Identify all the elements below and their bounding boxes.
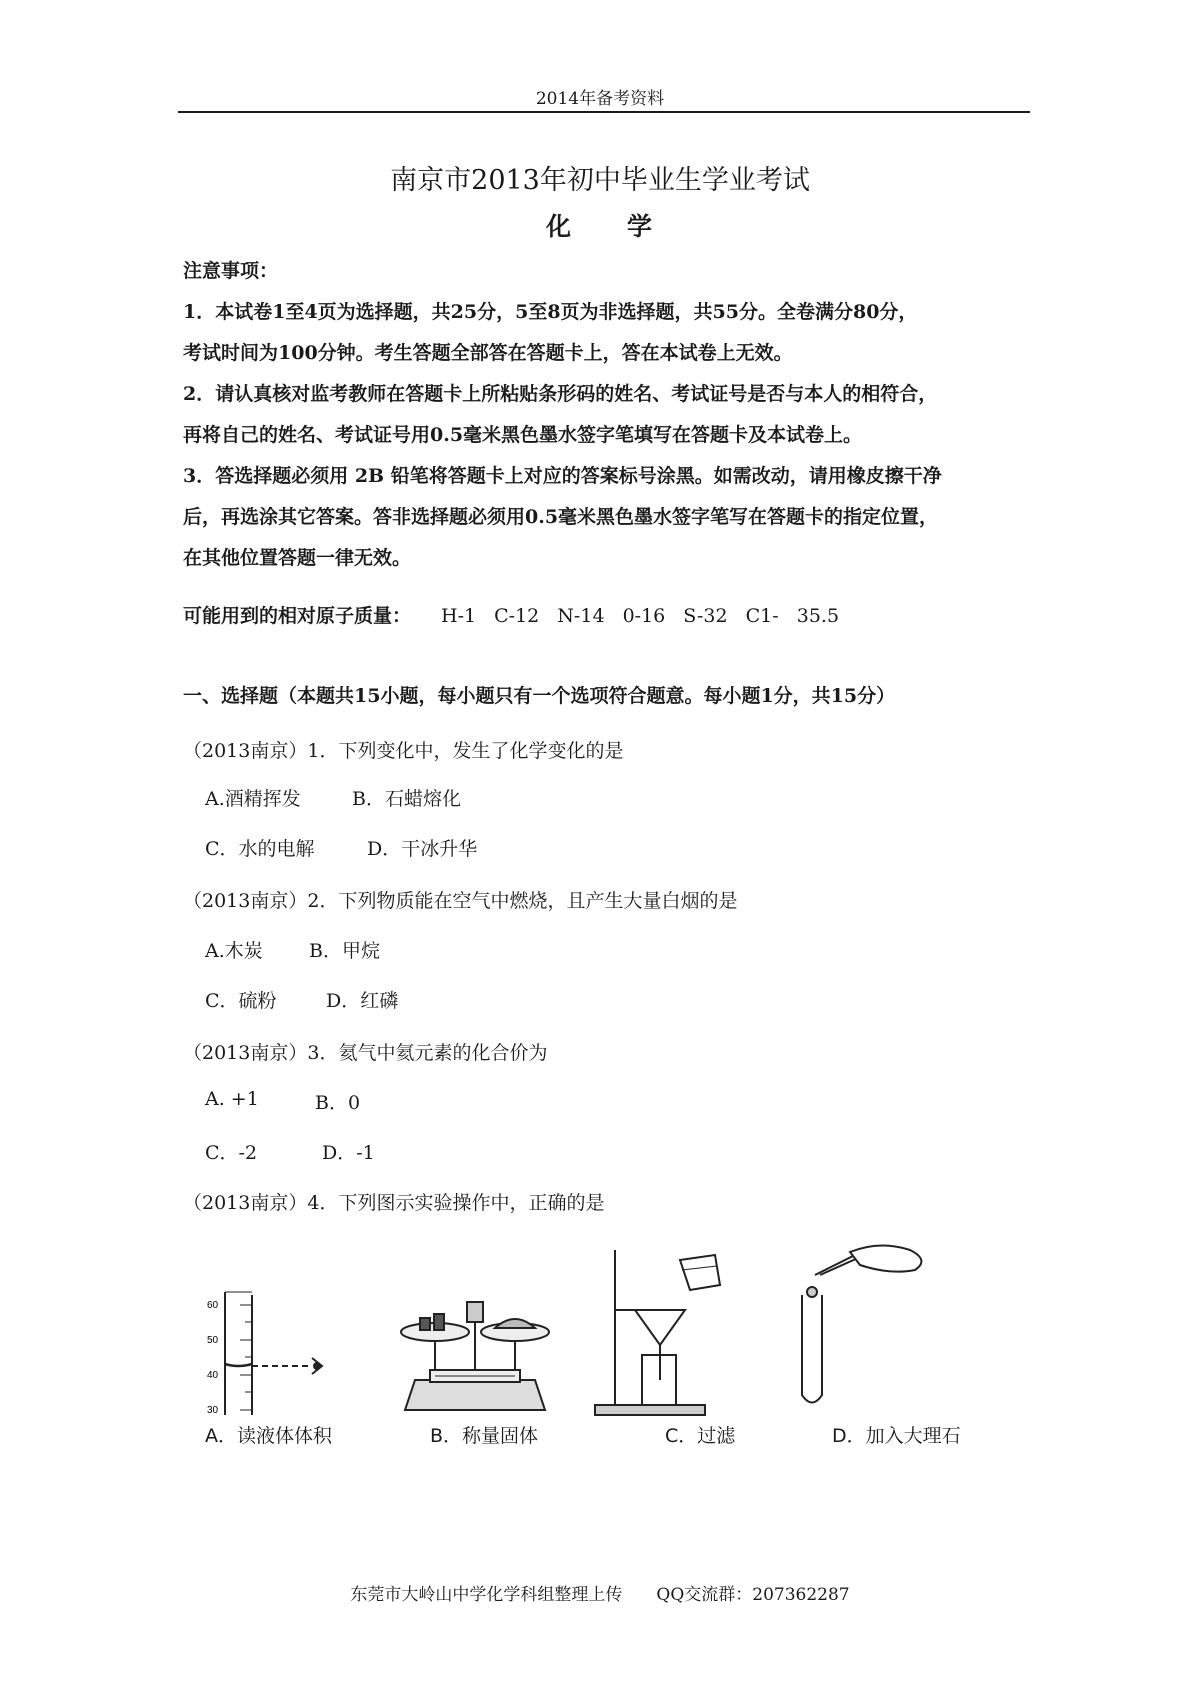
graduated-cylinder-icon <box>225 1292 322 1415</box>
option-c: C．硫粉 <box>205 990 277 1012</box>
note-line: 后，再选涂其它答案。答非选择题必须用0.5毫米黑色墨水签字笔写在答题卡的指定位置， <box>183 506 939 528</box>
header-divider <box>178 111 1030 113</box>
atomic-masses <box>183 601 839 628</box>
option-c: C．-2 <box>205 1142 258 1164</box>
question-stem: （2013南京）1．下列变化中，发生了化学变化的是 <box>183 740 624 762</box>
option-a: A.木炭 <box>205 940 263 962</box>
atomic-masses-label: 可能用到的相对原子质量： <box>183 605 412 627</box>
tick-label: 50 <box>207 1335 219 1346</box>
note-line: 在其他位置答题一律无效。 <box>183 547 412 569</box>
option-d: D．红磷 <box>326 990 399 1012</box>
test-tube-icon <box>802 1245 921 1402</box>
section-heading: 一、选择题（本题共15小题，每小题只有一个选项符合题意。每小题1分，共15分） <box>183 685 896 707</box>
tick-label: 30 <box>207 1405 219 1416</box>
option-b: B．0 <box>315 1092 361 1114</box>
exam-subject: 化 学 <box>545 212 654 241</box>
page-footer: 东莞市大岭山中学化学科组整理上传 QQ交流群：207362287 <box>350 1585 850 1605</box>
option-d: D．干冰升华 <box>367 838 478 860</box>
note-line: 2．请认真核对监考教师在答题卡上所粘贴条形码的姓名、考试证号是否与本人的相符合， <box>183 383 938 405</box>
balance-scale-icon <box>401 1302 549 1410</box>
page-header: 2014年备考资料 <box>535 89 665 109</box>
question-stem: （2013南京）3．氦气中氦元素的化合价为 <box>183 1042 548 1064</box>
option-b: B．石蜡熔化 <box>352 788 461 810</box>
option-b: B．甲烷 <box>309 940 380 962</box>
atomic-masses-values: H-1 C-12 N-14 0-16 S-32 C1- 35.5 <box>441 605 840 627</box>
figure-label-d: D．加入大理石 <box>832 1425 961 1447</box>
option-d: D．-1 <box>322 1142 375 1164</box>
question-stem: （2013南京）2．下列物质能在空气中燃烧，且产生大量白烟的是 <box>183 890 738 912</box>
figure-label-b: B．称量固体 <box>430 1425 539 1447</box>
question-stem: （2013南京）4．下列图示实验操作中，正确的是 <box>183 1192 605 1214</box>
note-line: 3．答选择题必须用 2B 铅笔将答题卡上对应的答案标号涂黑。如需改动，请用橡皮擦干净 <box>183 465 942 487</box>
note-line: 再将自己的姓名、考试证号用0.5毫米黑色墨水签字笔填写在答题卡及本试卷上。 <box>183 424 863 446</box>
filtration-setup-icon <box>595 1250 720 1415</box>
option-a: A. +1 <box>205 1088 259 1110</box>
figure-label-a: A．读液体体积 <box>205 1425 332 1447</box>
tick-label: 40 <box>207 1370 219 1381</box>
notes-heading: 注意事项： <box>183 260 279 282</box>
option-a: A.酒精挥发 <box>205 788 301 810</box>
lab-operations-figure <box>190 1240 1010 1420</box>
note-line: 考试时间为100分钟。考生答题全部答在答题卡上，答在本试卷上无效。 <box>183 342 793 364</box>
option-c: C．水的电解 <box>205 838 315 860</box>
note-line: 1．本试卷1至4页为选择题，共25分，5至8页为非选择题，共55分。全卷满分80分， <box>183 301 918 323</box>
exam-title: 南京市2013年初中毕业生学业考试 <box>390 165 810 196</box>
figure-label-c: C．过滤 <box>665 1425 736 1447</box>
tick-label: 60 <box>207 1300 219 1311</box>
